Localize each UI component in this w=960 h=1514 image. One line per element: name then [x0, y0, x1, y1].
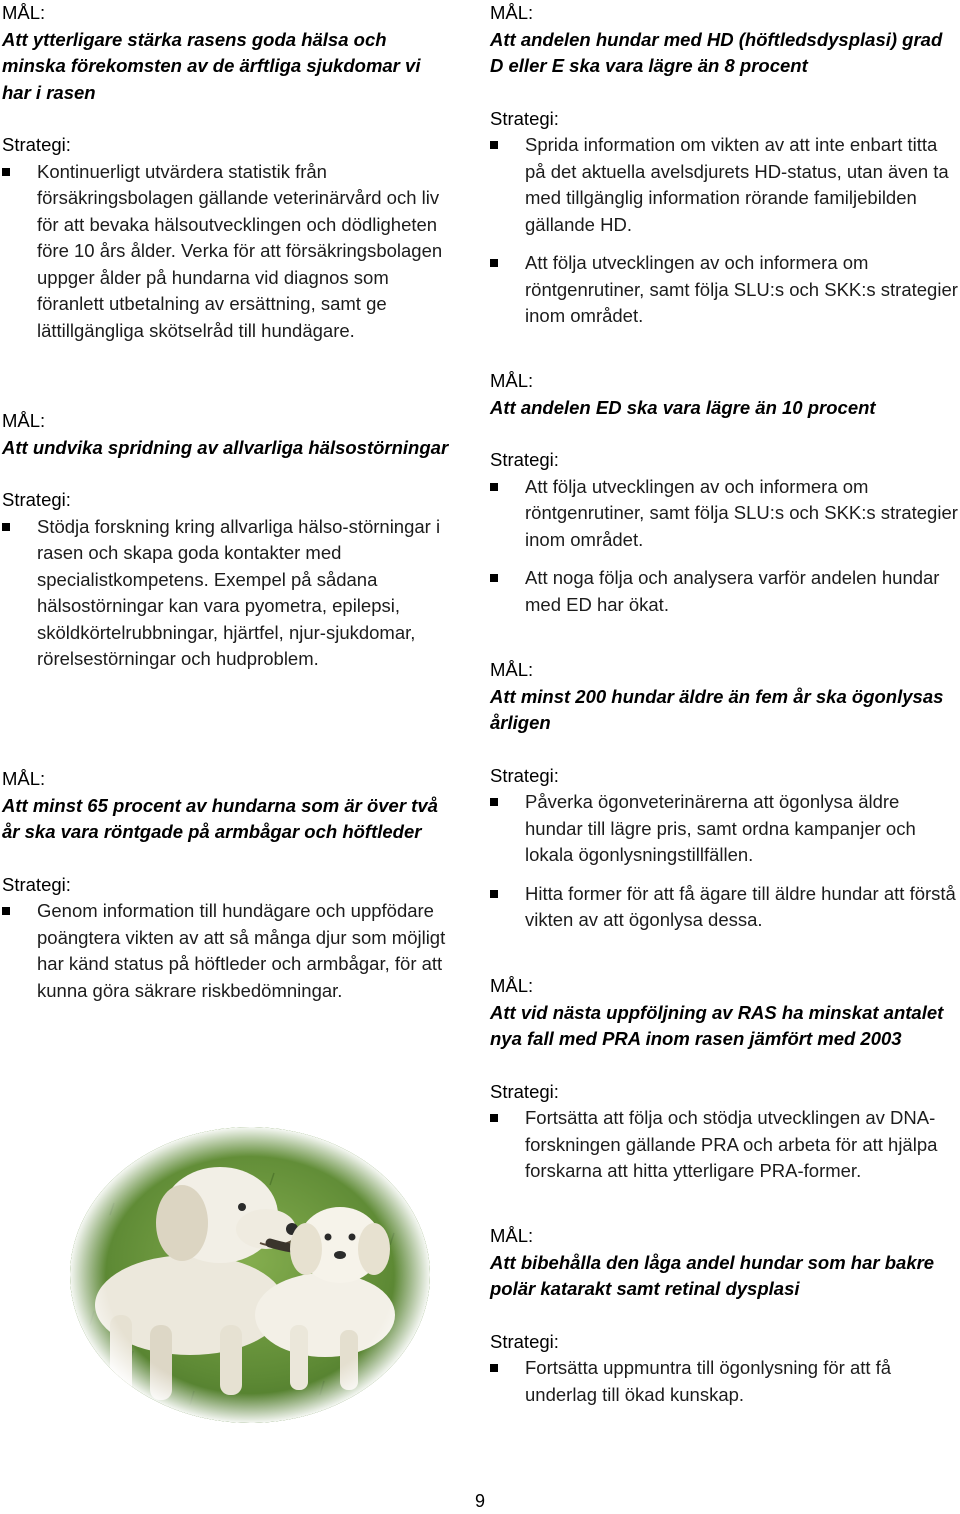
- bullet-text: Hitta former för att få ägare till äldre hundar att förstå vikten av att ögonlysa dessa.: [525, 882, 956, 930]
- goal-label: MÅL:: [490, 975, 534, 996]
- list-item: [2, 514, 450, 673]
- goal-text: Att vid nästa uppföljning av RAS ha minskat antalet nya fall med PRA inom rasen jämfört med 2003: [490, 1001, 944, 1049]
- strategy-label: Strategi:: [2, 873, 71, 895]
- square-bullet-icon: [490, 1114, 498, 1122]
- goal-text: Att undvika spridning av allvarliga hälsostörningar: [2, 436, 449, 458]
- square-bullet-icon: [490, 798, 498, 806]
- square-bullet-icon: [490, 141, 498, 149]
- goal-block-hd: [490, 0, 960, 342]
- goal-label: MÅL:: [490, 370, 534, 391]
- strategy-list: [2, 898, 450, 1004]
- dogs-photo: [70, 1125, 430, 1425]
- goal-block-ed: [490, 368, 960, 630]
- goal-label: MÅL:: [2, 410, 46, 431]
- goal-text: Att andelen hundar med HD (höftledsdysplasi) grad D eller E ska vara lägre än 8 procent: [490, 28, 943, 76]
- strategy-label: Strategi:: [2, 489, 71, 510]
- goal-text: Att bibehålla den låga andel hundar som har bakre polär katarakt samt retinal dysplasi: [490, 1251, 935, 1299]
- goal-block-cataract: [490, 1223, 960, 1420]
- bullet-text: Påverka ögonveterinärerna att ögonlysa äldre hundar till lägre pris, samt ordna kampanjer och lokala ögonlysningstillfällen.: [525, 791, 916, 865]
- strategy-label: Strategi:: [490, 764, 559, 786]
- bullet-text: Fortsätta uppmuntra till ögonlysning för att få underlag till ökad kunskap.: [525, 1357, 892, 1405]
- square-bullet-icon: [490, 483, 498, 491]
- goal-label: MÅL:: [490, 659, 534, 680]
- goal-text: Att ytterligare stärka rasens goda hälsa och minska förekomsten av de ärftliga sjukdomar vi har i rasen: [2, 28, 421, 103]
- square-bullet-icon: [490, 259, 498, 267]
- strategy-list: [490, 1105, 960, 1185]
- list-item: [490, 565, 960, 618]
- goal-block-health: [2, 0, 450, 356]
- goal-label: MÅL:: [2, 768, 46, 789]
- strategy-list: [490, 789, 960, 934]
- strategy-label: Strategi:: [2, 134, 71, 155]
- page-number: 9: [474, 1491, 485, 1511]
- list-item: [490, 132, 960, 238]
- goal-label: MÅL:: [2, 2, 46, 23]
- list-item: [2, 159, 450, 345]
- strategy-list: [2, 159, 450, 345]
- bullet-text: Stödja forskning kring allvarliga hälso-störningar i rasen och skapa goda kontakter med specialistkompetens. Exempel på sådana hälsostörningar kan vara pyometra, epilepsi, sköldkörtelrubbningar, hjärtfel, njur-sjukdomar, rörelsestörningar och hudproblem.: [37, 515, 441, 669]
- square-bullet-icon: [2, 523, 10, 531]
- strategy-list: [490, 474, 960, 619]
- strategy-label: Strategi:: [490, 1330, 559, 1352]
- goal-block-health-disorders: [2, 408, 450, 685]
- strategy-label: Strategi:: [490, 1080, 559, 1102]
- strategy-list: [490, 132, 960, 330]
- bullet-text: Att noga följa och analysera varför andelen hundar med ED har ökat.: [525, 567, 940, 615]
- bullet-text: Kontinuerligt utvärdera statistik från försäkringsbolagen gällande veterinärvård och liv för att bevaka hälsoutvecklingen och dödligheten före 10 års ålder. Verka för att försäkringsbolagen uppger ålder på hundarna vid diagnos som föranlett utbetalning av ersättning, samt ge lättillgängliga skötselråd till hundägare.: [37, 160, 443, 341]
- square-bullet-icon: [490, 574, 498, 582]
- square-bullet-icon: [490, 890, 498, 898]
- goal-label: MÅL:: [490, 1225, 534, 1246]
- list-item: [2, 898, 450, 1004]
- strategy-label: Strategi:: [490, 107, 559, 129]
- goal-text: Att minst 200 hundar äldre än fem år ska ögonlysas årligen: [490, 685, 944, 733]
- bullet-text: Fortsätta att följa och stödja utvecklingen av DNA-forskningen gällande PRA och arbeta för att hjälpa forskarna att hitta ytterligare PRA-former.: [525, 1107, 938, 1181]
- strategy-label: Strategi:: [490, 449, 559, 470]
- bullet-text: Att följa utvecklingen av och informera om röntgenrutiner, samt följa SLU:s och SKK:s strategier inom området.: [525, 252, 958, 326]
- goal-block-xray: [2, 766, 450, 1016]
- bullet-text: Sprida information om vikten av att inte enbart titta på det aktuella avelsdjurets HD-status, utan även ta med tillgänglig information rörande familjebilden gällande HD.: [525, 134, 949, 235]
- list-item: [490, 789, 960, 869]
- list-item: [490, 1105, 960, 1185]
- strategy-list: [490, 1355, 960, 1408]
- goal-text: Att minst 65 procent av hundarna som är över två år ska vara röntgade på armbågar och höftleder: [2, 794, 438, 842]
- goal-block-eye-exam: [490, 657, 960, 946]
- square-bullet-icon: [2, 907, 10, 915]
- list-item: [490, 250, 960, 330]
- goal-block-pra: [490, 973, 960, 1197]
- bullet-text: Genom information till hundägare och uppfödare poängtera vikten av att så många djur som möjligt har känd status på höftleder och armbågar, för att kunna göra säkrare riskbedömningar.: [37, 900, 446, 1001]
- list-item: [490, 881, 960, 934]
- square-bullet-icon: [2, 168, 10, 176]
- bullet-text: Att följa utvecklingen av och informera om röntgenrutiner, samt följa SLU:s och SKK:s strategier inom området.: [525, 475, 958, 550]
- goal-label: MÅL:: [490, 2, 534, 23]
- list-item: [490, 474, 960, 554]
- list-item: [490, 1355, 960, 1408]
- square-bullet-icon: [490, 1364, 498, 1372]
- goal-text: Att andelen ED ska vara lägre än 10 procent: [490, 396, 876, 418]
- strategy-list: [2, 514, 450, 673]
